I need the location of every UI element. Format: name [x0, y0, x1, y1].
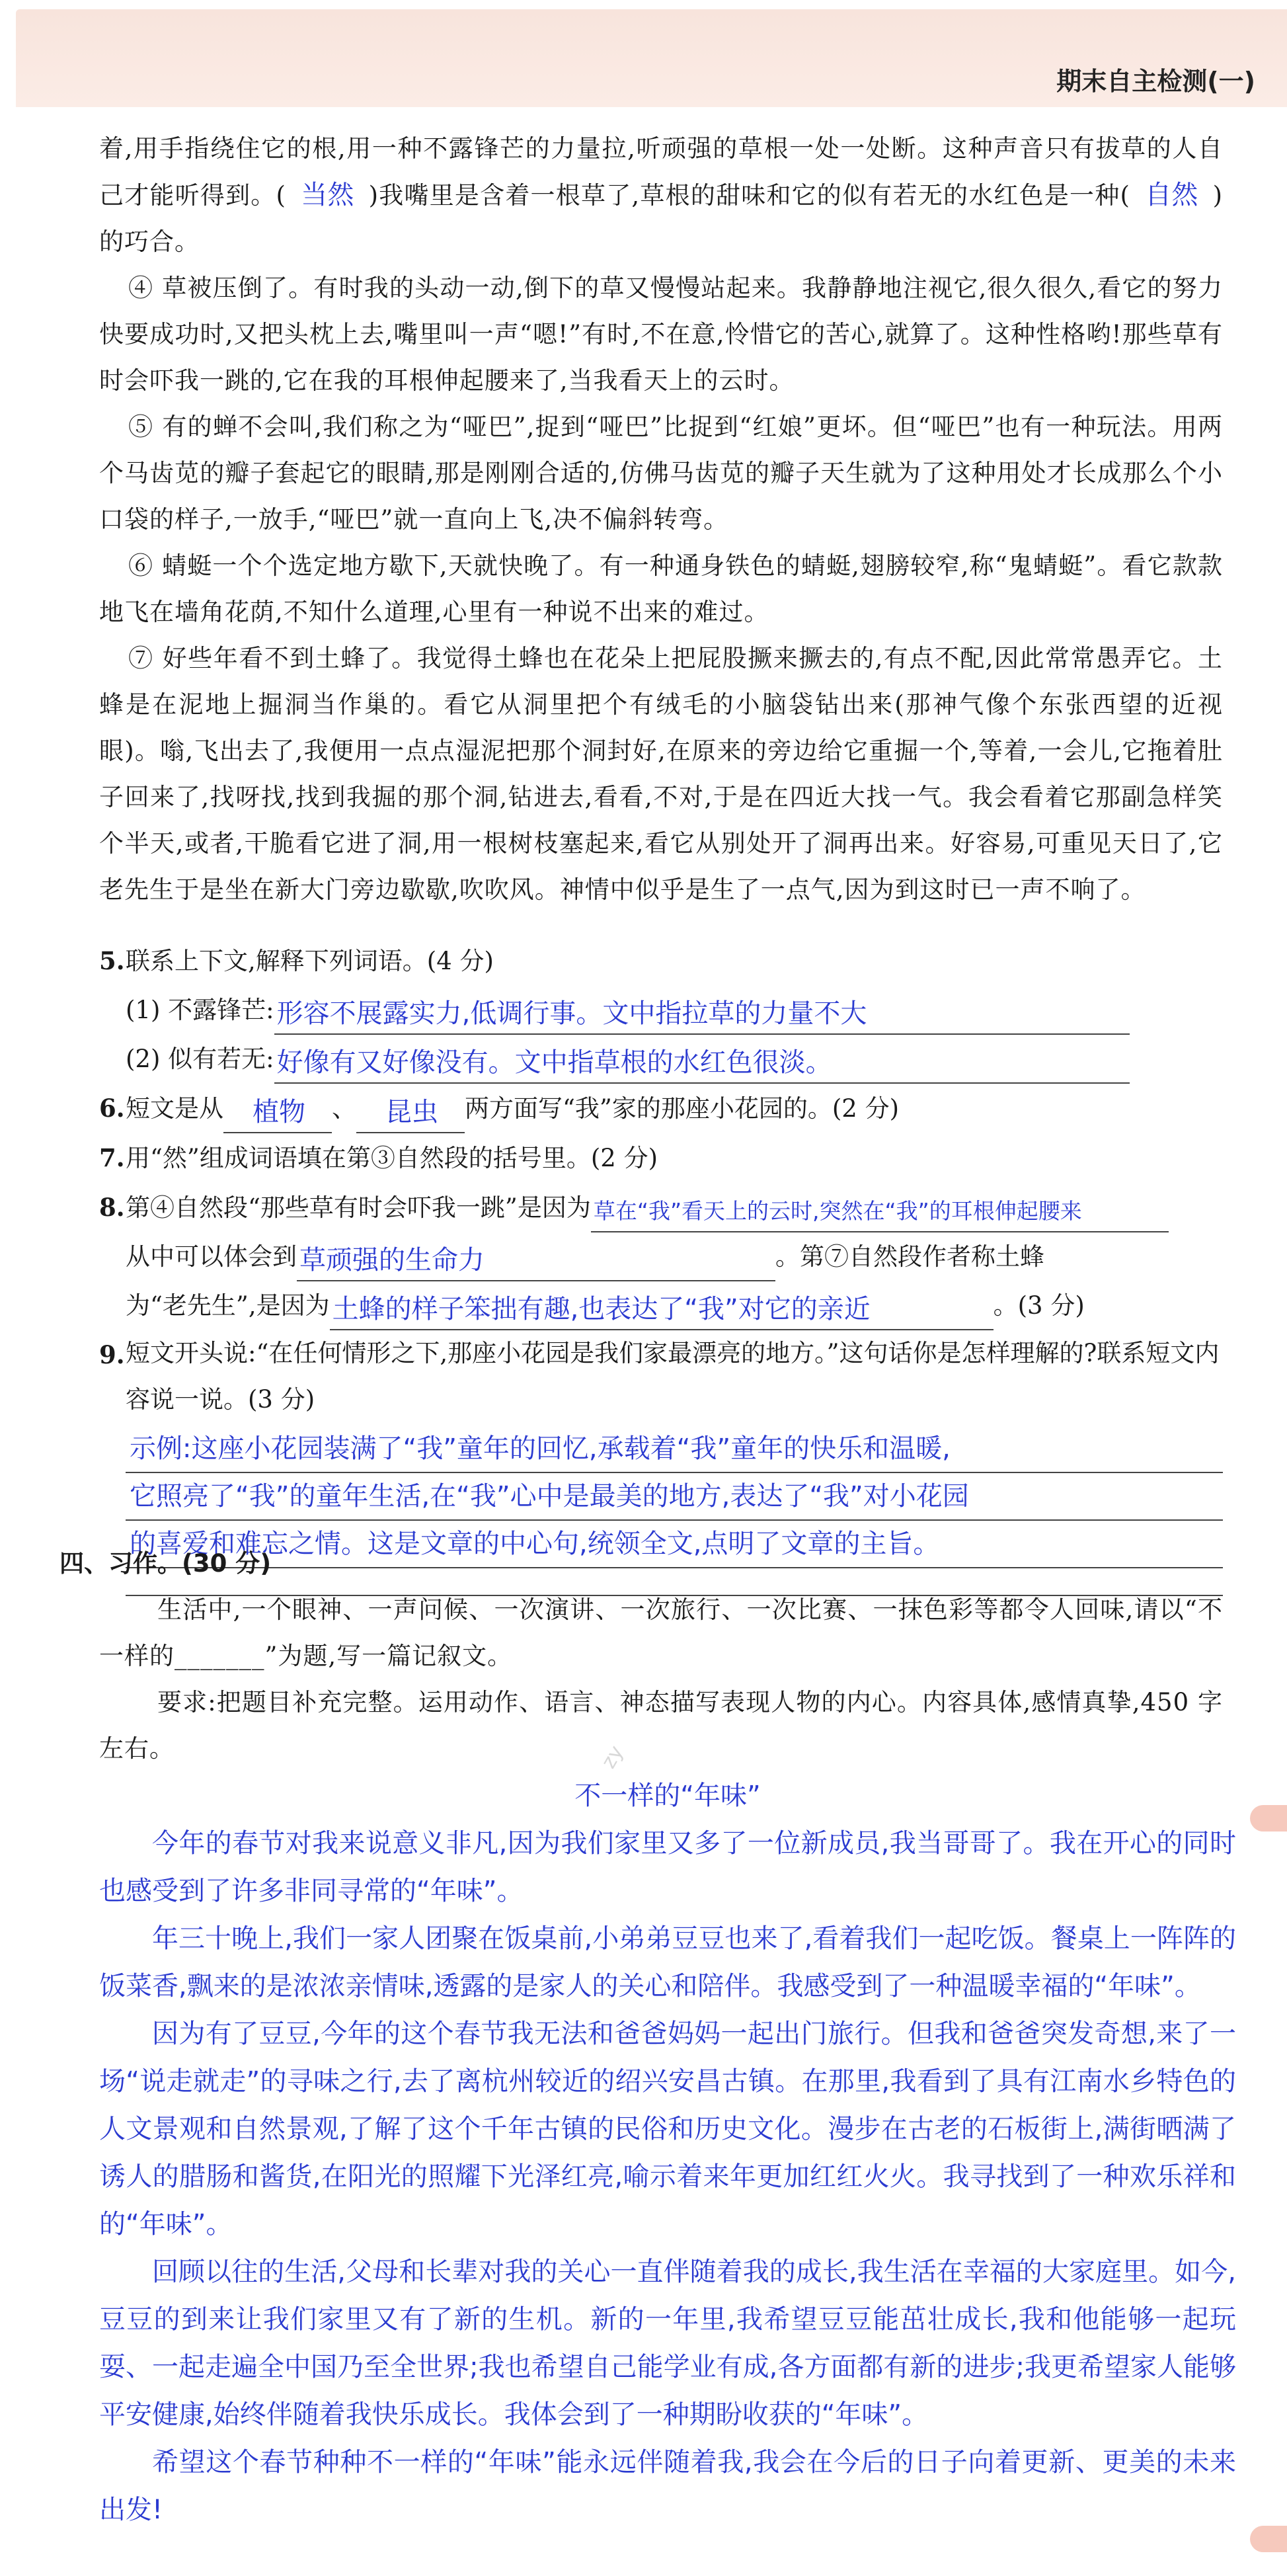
answer-line: 好像有又好像没有。文中指草根的水红色很淡。: [274, 1043, 1130, 1084]
essay-paragraph-5: 希望这个春节种种不一样的“年味”能永远伴随着我,我会在今后的日子向着更新、更美的未来出发!: [99, 2447, 1236, 2525]
answer-line: 土蜂的样子笨拙有趣,也表达了“我”对它的亲近: [330, 1289, 994, 1330]
question-8-line-2: [99, 1232, 1223, 1281]
question-text: 。第⑦自然段作者称土蜂: [775, 1242, 1044, 1271]
question-7: [99, 1133, 1223, 1183]
passage-paragraph-7: ⑦ 好些年看不到土蜂了。我觉得土蜂也在花朵上把屁股撅来撅去的,有点不配,因此常常愚弄它。土蜂是在泥地上掘洞当作巢的。看它从洞里把个有绒毛的小脑袋钻出来(那神气像个东张西望的近视眼)。嗡,飞出去了,我便用一点点湿泥把那个洞封好,在原来的旁边给它重掘一个,等着,一会儿,它拖着肚子回来了,找呀找,找到我掘的那个洞,钻进去,看看,不对,于是在四近大找一气。我会看着它那副急样笑个半天,或者,干脆看它进了洞,用一根树枝塞起来,看它从别处开了洞再出来。好容易,可重见天日了,它老先生于是坐在新大门旁边歇歇,吹吹风。神情中似乎是生了一点气,因为到这时已一声不响了。: [99, 644, 1223, 904]
question-text: 短文是从: [126, 1094, 223, 1123]
answer-line: 草在“我”看天上的云时,突然在“我”的耳根伸起腰来: [591, 1191, 1169, 1232]
passage-paragraph-3: [99, 126, 1223, 265]
question-number: 8.: [99, 1193, 125, 1222]
answer-line: 的喜爱和难忘之情。这是文章的中心句,统领全文,点明了文章的主旨。: [126, 1521, 1223, 1568]
answer-blank: 昆虫: [356, 1092, 465, 1133]
question-8-line-3: [99, 1281, 1223, 1330]
question-number: 9.: [99, 1340, 125, 1369]
handwritten-answer: 自然: [1144, 180, 1198, 210]
handwritten-answer: 当然: [300, 180, 354, 210]
watermark: zy: [597, 1742, 629, 1773]
question-5-2: [99, 1035, 1223, 1084]
sub-question-label: (1) 不露锋芒:: [126, 996, 274, 1024]
passage-paragraph-5: ⑤ 有的蝉不会叫,我们称之为“哑巴”,捉到“哑巴”比捉到“红娘”更坏。但“哑巴”也有一种玩法。用两个马齿苋的瓣子套起它的眼睛,那是刚刚合适的,仿佛马齿苋的瓣子天生就为了这种用处才长成那么个小口袋的样子,一放手,“哑巴”就一直向上飞,决不偏斜转弯。: [99, 413, 1223, 534]
question-9: [99, 1330, 1223, 1423]
question-text: 。(3 分): [993, 1291, 1085, 1320]
essay-title: 不一样的“年味”: [574, 1781, 761, 1811]
essay-paragraph-1: 今年的春节对我来说意义非凡,因为我们家里又多了一位新成员,我当哥哥了。我在开心的同时也感受到了许多非同寻常的“年味”。: [99, 1828, 1236, 1906]
essay-paragraph-3: 因为有了豆豆,今年的这个春节我无法和爸爸妈妈一起出门旅行。但我和爸爸突发奇想,来了一场“说走就走”的寻味之行,去了离杭州较近的绍兴安昌古镇。在那里,我看到了具有江南水乡特色的人文景观和自然景观,了解了这个千年古镇的民俗和历史文化。漫步在古老的石板街上,满街晒满了诱人的腊肠和酱货,在阳光的照耀下光泽红亮,喻示着来年更加红红火火。我寻找到了一种欢乐祥和的“年味”。: [99, 2019, 1236, 2239]
question-5: [99, 936, 1223, 986]
passage-text: 着,用手指绕住它的根,用一种不露锋芒的力量拉,听顽强的草根一处一处断。这种声音只有拔草的人自己才能听得到。(: [99, 134, 1223, 210]
essay-paragraph-2: 年三十晚上,我们一家人团聚在饭桌前,小弟弟豆豆也来了,看着我们一起吃饭。餐桌上一阵阵的饭菜香,飘来的是浓浓亲情味,透露的是家人的关心和陪伴。我感受到了一种温暖幸福的“年味”。: [99, 1923, 1236, 2001]
question-6: [99, 1084, 1223, 1133]
question-text: 从中可以体会到: [126, 1242, 297, 1271]
question-text: 联系上下文,解释下列词语。(4 分): [126, 947, 494, 975]
question-number: 5.: [99, 946, 125, 975]
question-text: 用“然”组成词语填在第③自然段的括号里。(2 分): [126, 1144, 658, 1172]
passage: [99, 126, 1223, 913]
question-text: 两方面写“我”家的那座小花园的。(2 分): [465, 1094, 900, 1123]
writing-prompt: 生活中,一个眼神、一声问候、一次演讲、一次旅行、一次比赛、一抹色彩等都令人回味,请以“不一样的_______”为题,写一篇记叙文。: [99, 1595, 1223, 1670]
question-text: 第④自然段“那些草有时会吓我一跳”是因为: [126, 1193, 591, 1222]
questions: [99, 936, 1223, 1596]
answer-line: 示例:这座小花园装满了“我”童年的回忆,承载着“我”童年的快乐和温暖,: [126, 1426, 1223, 1473]
question-text: 短文开头说:“在任何情形之下,那座小花园是我们家最漂亮的地方。”这句话你是怎样理解的?联系短文内容说一说。(3 分): [126, 1339, 1220, 1414]
answer-blank: 植物: [223, 1092, 332, 1133]
question-number: 7.: [99, 1143, 125, 1172]
question-number: 6.: [99, 1094, 125, 1123]
question-8: [99, 1183, 1223, 1232]
answer-line: 它照亮了“我”的童年生活,在“我”心中是最美的地方,表达了“我”对小花园: [126, 1473, 1223, 1521]
question-text: 、: [332, 1094, 356, 1123]
essay-paragraph-4: 回顾以往的生活,父母和长辈对我的关心一直伴随着我的成长,我生活在幸福的大家庭里。如今,豆豆的到来让我们家里又有了新的生机。新的一年里,我希望豆豆能茁壮成长,我和他能够一起玩耍、一起走遍全中国乃至全世界;我也希望自己能学业有成,各方面都有新的进步;我更希望家人能够平安健康,始终伴随着我快乐成长。我体会到了一种期盼收获的“年味”。: [99, 2257, 1236, 2430]
question-text: 为“老先生”,是因为: [126, 1291, 330, 1320]
answer-line: 草顽强的生命力: [297, 1240, 775, 1281]
sub-question-label: (2) 似有若无:: [126, 1045, 274, 1073]
passage-paragraph-6: ⑥ 蜻蜓一个个选定地方歇下,天就快晚了。有一种通身铁色的蜻蜓,翅膀较窄,称“鬼蜻蜓”。看它款款地飞在墙角花荫,不知什么道理,心里有一种说不出来的难过。: [99, 551, 1223, 626]
essay: [99, 1772, 1236, 2534]
passage-text: )的巧合。: [99, 181, 1224, 256]
page-tab-marker: [1250, 2526, 1287, 2552]
section-title: 四、习作。(30 分): [59, 1549, 272, 1578]
passage-text: )我嘴里是含着一根草了,草根的甜味和它的似有若无的水红色是一种(: [368, 181, 1130, 210]
writing-requirements: 要求:把题目补充完整。运用动作、语言、神态描写表现人物的内心。内容具体,感情真挚,450 字左右。: [99, 1688, 1223, 1763]
question-5-1: [99, 986, 1223, 1035]
section-4: [59, 1541, 1223, 1772]
answer-line: 形容不展露实力,低调行事。文中指拉草的力量不大: [274, 994, 1130, 1035]
page-tab-marker: [1250, 1805, 1287, 1831]
page-title: 期末自主检测(一): [1056, 67, 1255, 96]
passage-paragraph-4: ④ 草被压倒了。有时我的头动一动,倒下的草又慢慢站起来。我静静地注视它,很久很久,看它的努力快要成功时,又把头枕上去,嘴里叫一声“嗯!”有时,不在意,怜惜它的苦心,就算了。这种性格哟!那些草有时会吓我一跳的,它在我的耳根伸起腰来了,当我看天上的云时。: [99, 274, 1223, 395]
